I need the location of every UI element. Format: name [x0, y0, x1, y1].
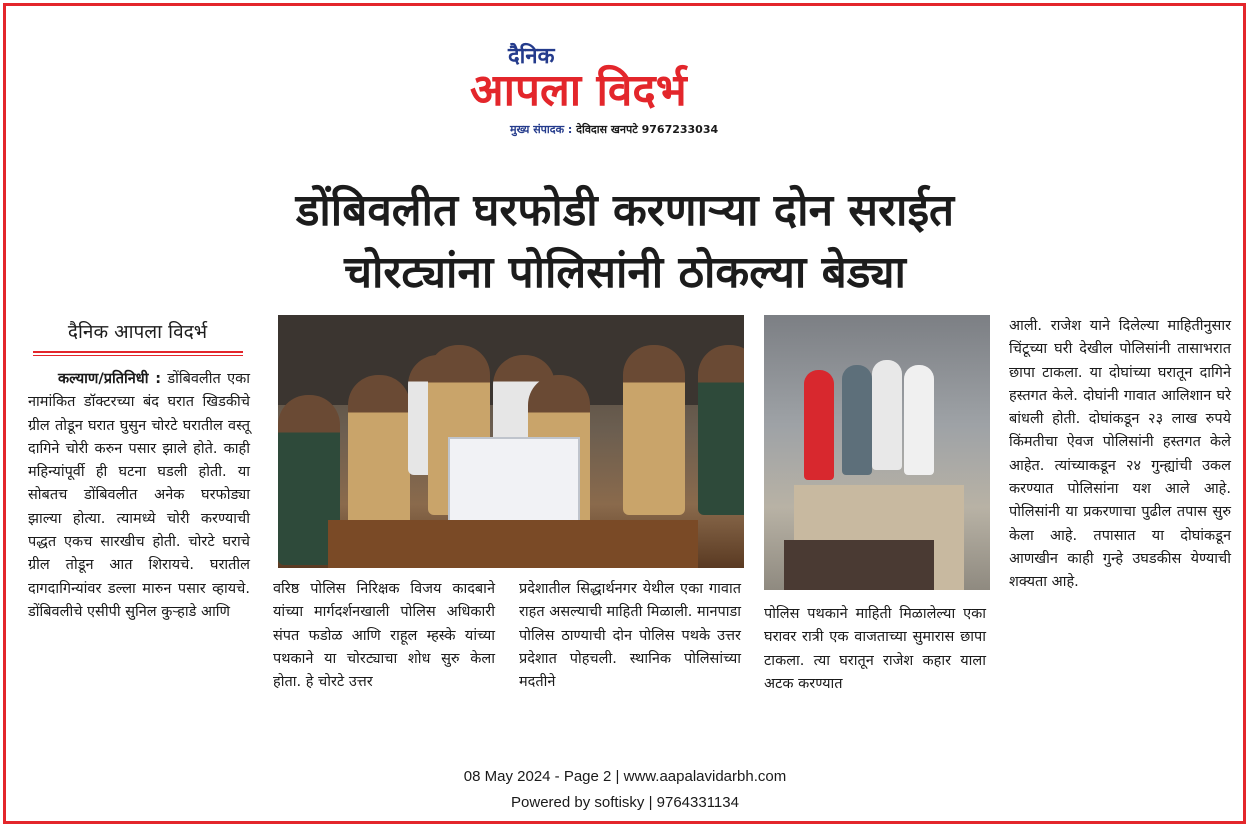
article-column-1	[28, 368, 250, 624]
editor-name: देविदास खनपटे 9767233034	[576, 123, 719, 136]
article-column-2: वरिष्ठ पोलिस निरिक्षक विजय कादबाने यांच्या मार्गदर्शनखाली पोलिस अधिकारी संपत फडोळ आणि राहूल म्हस्के यांच्या पथकाने या चोरट्याचा शोध सुरु केला होता. हे चोरटे उत्तर	[273, 581, 495, 691]
column-1-text: डोंबिवलीत एका नामांकित डॉक्टरच्या बंद घरात खिडकीचे ग्रील तोडून घरात घुसुन चोरटे घरातील वस्तू दागिने चोरी करुन पसार झाले होते. काही महिन्यांपूर्वी ही घटना घडली होती. या सोबतच डोंबिवलीत अनेक घरफोड्या झाल्या होत्या. त्यामध्ये चोरी करण्याची पद्धत एकच सारखीच होती. चोरटे घराचे ग्रील तोडून आत शिरायचे. घरातील दागदागिन्यांवर डल्ला मारुन पसार व्हायचे. डोंबिवलीचे एसीपी सुनिल कुऱ्हाडे आणि	[28, 371, 250, 620]
police-officers-photo	[278, 315, 744, 568]
article-column-3: प्रदेशातील सिद्धार्थनगर येथील एका गावात राहत असल्याची माहिती मिळाली. मानपाडा पोलिस ठाण्याची दोन पोलिस पथके उत्तर प्रदेशात पोहचली. स्थानिक पोलिसांच्या मदतीने	[519, 581, 741, 691]
paper-label: दैनिक आपला विदर्भ	[67, 321, 208, 343]
headline-line-2: चोरट्यांना पोलिसांनी ठोकल्या बेड्या	[344, 247, 906, 298]
table	[328, 520, 698, 568]
dateline: कल्याण/प्रतिनिधी :	[58, 371, 161, 387]
article-column-5: आली. राजेश याने दिलेल्या माहितीनुसार चिंटूच्या घरी देखील पोलिसांनी तासाभरात छापा टाकला. या दोघांच्या घरातून दागिने हस्तगत केले. दोघांनी गावात आलिशान घरे बांधली होती. दोघांकडून २३ लाख रुपये किंमतीचा ऐवज पोलिसांनी हस्तगत केले आहेत. त्यांच्याकडून २४ गुन्ह्यांची उकल करण्यात पोलिसांना यश आले आहे. पोलिसांनी या प्रकरणाचा पुढील तपास सुरु केला आहे. तपासात या दोघांकडून आणखीन काही गुन्हे उघडकीस येण्याची शक्यता आहे.	[1009, 318, 1231, 591]
footer-powered-by: Powered by softisky | 9764331134	[511, 794, 739, 811]
accused-escort-photo	[764, 315, 990, 590]
footer-date-site: 08 May 2024 - Page 2 | www.aapalavidarbh.com	[463, 768, 787, 785]
article-column-4: पोलिस पथकाने माहिती मिळालेल्या एका घरावर रात्री एक वाजताच्या सुमारास छापा टाकला. त्या घरातून राजेश कहार याला अटक करण्यात	[764, 606, 986, 692]
page-footer	[330, 764, 920, 816]
headline-line-1: डोंबिवलीत घरफोडी करणाऱ्या दोन सराईत	[295, 185, 955, 236]
masthead-big-title: आपला विदर्भ	[470, 65, 687, 116]
label-rule	[33, 351, 243, 353]
masthead-editor	[510, 122, 718, 137]
masthead-logo	[460, 40, 790, 140]
masthead-small-title: दैनिक	[508, 44, 555, 69]
label-rule-thin	[33, 355, 243, 356]
editor-label: मुख्य संपादक :	[510, 123, 573, 136]
article-headline	[60, 180, 1190, 304]
